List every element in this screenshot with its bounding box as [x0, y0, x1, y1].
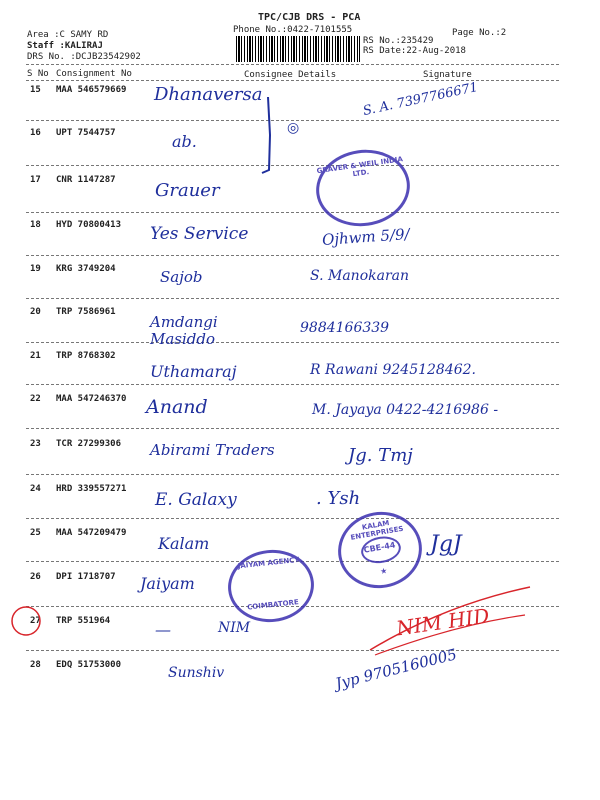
row-sno: 18 [30, 220, 41, 230]
row-consignment: TRP 8768302 [56, 351, 116, 361]
column-divider [26, 80, 559, 81]
consignee-handwriting: E. Galaxy [155, 490, 237, 510]
red-annotation: NIM HID [394, 603, 491, 641]
row-divider [26, 384, 559, 385]
col-signature: Signature [423, 70, 472, 80]
page-number: Page No.:2 [452, 28, 507, 38]
signature-handwriting: Jg. Tmj [348, 445, 413, 466]
row-consignment: DPI 1718707 [56, 572, 116, 582]
row-sno: 23 [30, 439, 41, 449]
signature-handwriting: . Ysh [316, 488, 361, 509]
consignee-handwriting: Yes Service [150, 224, 249, 244]
row-consignment: UPT 7544757 [56, 128, 116, 138]
row-consignment: HRD 339557271 [56, 484, 127, 494]
consignee-handwriting: Kalam [158, 534, 210, 553]
consignee-handwriting: ab. [172, 132, 197, 151]
row-sno: 15 [30, 85, 41, 95]
row-sno: 19 [30, 264, 41, 274]
row-sno: 24 [30, 484, 41, 494]
signature-handwriting: M. Jayaya 0422-4216986 - [312, 402, 499, 418]
stamp-text: JAIYAM AGENCY [237, 555, 300, 571]
row-sno: 21 [30, 351, 41, 361]
signature-handwriting: R Rawani 9245128462. [310, 362, 476, 378]
consignee-handwriting: Grauer [155, 180, 220, 201]
jaiyam-agency-stamp [224, 546, 317, 627]
row-sno: 16 [30, 128, 41, 138]
row-consignment: MAA 547246370 [56, 394, 127, 404]
row-consignment: KRG 3749204 [56, 264, 116, 274]
dash-mark: — [155, 620, 171, 639]
phone-number: Phone No.:0422-7101555 [233, 25, 353, 35]
col-sno: S No [27, 69, 49, 79]
row-consignment: HYD 70800413 [56, 220, 122, 230]
staff-label: Staff :KALIRAJ [27, 41, 103, 51]
consignee-handwriting: Sunshiv [168, 665, 225, 681]
signature-handwriting: JgJ [430, 532, 462, 557]
row-consignment: TRP 7586961 [56, 307, 116, 317]
signature-handwriting: Jyp 9705160005 [333, 645, 459, 693]
row-divider [26, 298, 559, 299]
consignee-handwriting: Dhanaversa [154, 84, 263, 105]
row-sno: 17 [30, 175, 41, 185]
row-divider [26, 518, 559, 519]
consignee-handwriting: NIM [218, 620, 251, 636]
consignee-handwriting: Jaiyam [140, 574, 195, 593]
red-strike-lines [365, 585, 535, 660]
stamp-code: CBE-44 [363, 540, 397, 555]
col-consignee: Consignee Details [244, 70, 337, 80]
row-consignment: MAA 547209479 [56, 528, 127, 538]
row-divider [26, 474, 559, 475]
row-sno: 26 [30, 572, 41, 582]
consignee-handwriting: Amdangi Masiddo [150, 313, 218, 348]
rs-date: RS Date:22-Aug-2018 [363, 46, 466, 56]
signature-handwriting: S. A. 7397766671 [361, 79, 480, 120]
area-label: Area :C SAMY RD [27, 30, 109, 40]
handwritten-bracket [260, 95, 290, 175]
stamp-text: KALAM ENTERPRISES [349, 519, 405, 542]
row-sno: 27 [30, 616, 41, 626]
row-divider [26, 212, 559, 213]
row-consignment: TCR 27299306 [56, 439, 122, 449]
row-sno: 25 [30, 528, 41, 538]
circle-mark: ◎ [287, 120, 300, 136]
header-divider [26, 64, 559, 65]
signature-handwriting: S. Manokaran [310, 268, 410, 284]
red-circle-mark [8, 603, 48, 643]
row-divider [26, 165, 559, 166]
stamp-star: ★ [379, 566, 389, 577]
consignee-handwriting: Anand [146, 396, 208, 418]
drs-number: DRS No. :DCJB23542902 [27, 52, 141, 62]
row-sno: 20 [30, 307, 41, 317]
consignee-handwriting: Uthamaraj [150, 362, 237, 381]
rs-number: RS No.:235429 [363, 36, 434, 46]
barcode [236, 36, 360, 62]
stamp-text: GRAVER & WEIL INDIA LTD. [316, 155, 404, 179]
row-sno: 28 [30, 660, 41, 670]
graver-weil-stamp [311, 144, 415, 232]
stamp-text: COIMBATORE [246, 598, 300, 612]
row-divider [26, 428, 559, 429]
signature-handwriting: 9884166339 [300, 320, 390, 336]
row-consignment: CNR 1147287 [56, 175, 116, 185]
col-consignment: Consignment No [56, 69, 132, 79]
signature-handwriting: Ojhwm 5/9/ [321, 224, 411, 250]
consignee-handwriting: Abirami Traders [150, 441, 275, 459]
row-consignment: MAA 546579669 [56, 85, 127, 95]
row-sno: 22 [30, 394, 41, 404]
consignee-handwriting: Sajob [160, 268, 203, 286]
document-title: TPC/CJB DRS - PCA [258, 12, 361, 23]
row-divider [26, 342, 559, 343]
row-divider [26, 255, 559, 256]
row-consignment: TRP 551964 [56, 616, 111, 626]
row-consignment: EDQ 51753000 [56, 660, 122, 670]
